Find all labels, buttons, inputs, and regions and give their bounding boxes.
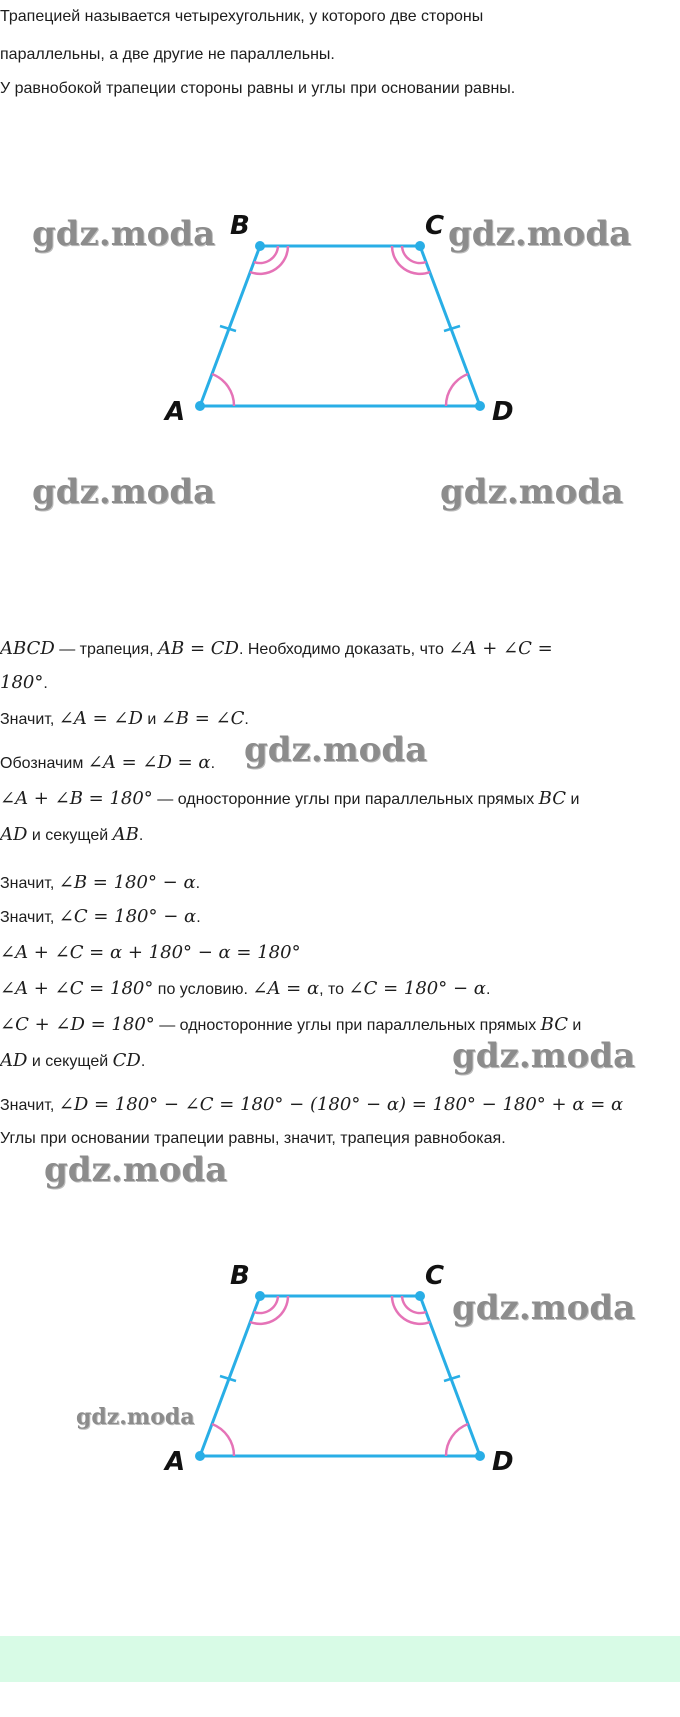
- vertex-label-a: A: [165, 397, 186, 427]
- solution-line-10: ∠A + ∠C = 180° по условию. ∠A = α, то ∠C = 180° − α.: [0, 978, 491, 999]
- vertex-label-d: D: [492, 1447, 514, 1477]
- trapezoid-figure-1: [0, 200, 680, 430]
- vertex-label-c: C: [425, 1261, 445, 1291]
- vertex-label-d: D: [492, 397, 514, 427]
- solution-line-13: Значит, ∠D = 180° − ∠C = 180° − (180° − α) = 180° − 180° + α = α: [0, 1094, 624, 1115]
- intro-line-2: параллельны, а две другие не параллельны.: [0, 46, 335, 63]
- watermark: gdz.moda: [452, 1036, 636, 1076]
- intro-line-1: Трапецией называется четырехугольник, у которого две стороны: [0, 8, 484, 25]
- watermark: gdz.moda: [440, 472, 624, 512]
- bottom-banner: [0, 1636, 680, 1682]
- trapezoid-shape: [195, 241, 485, 411]
- solution-line-11: ∠C + ∠D = 180° — односторонние углы при параллельных прямых BC и: [0, 1014, 582, 1035]
- intro-line-3: У равнобокой трапеции стороны равны и углы при основании равны.: [0, 80, 516, 97]
- solution-line-8: Значит, ∠C = 180° − α.: [0, 906, 201, 927]
- solution-line-3: Значит, ∠A = ∠D и ∠B = ∠C.: [0, 708, 249, 729]
- solution-line-14: Углы при основании трапеции равны, значит, трапеция равнобокая.: [0, 1130, 506, 1147]
- solution-line-4: Обозначим ∠A = ∠D = α.: [0, 752, 216, 773]
- watermark: gdz.moda: [452, 1288, 636, 1328]
- vertex-label-c: C: [425, 211, 445, 241]
- watermark: gdz.moda: [244, 730, 428, 770]
- solution-line-1: ABCD — трапеция, AB = CD. Необходимо доказать, что ∠A + ∠C =: [0, 638, 553, 659]
- solution-line-7: Значит, ∠B = 180° − α.: [0, 872, 201, 893]
- watermark: gdz.moda: [44, 1150, 228, 1190]
- solution-line-9: ∠A + ∠C = α + 180° − α = 180°: [0, 942, 301, 963]
- trapezoid-shape: [195, 1291, 485, 1461]
- vertex-label-a: A: [165, 1447, 186, 1477]
- solution-line-2: 180°.: [0, 672, 48, 693]
- vertex-label-b: B: [230, 211, 250, 241]
- solution-line-6: AD и секущей AB.: [0, 824, 144, 845]
- watermark: gdz.moda: [76, 1404, 195, 1430]
- watermark: gdz.moda: [448, 214, 632, 254]
- watermark: gdz.moda: [32, 472, 216, 512]
- vertex-label-b: B: [230, 1261, 250, 1291]
- solution-line-5: ∠A + ∠B = 180° — односторонние углы при параллельных прямых BC и: [0, 788, 580, 809]
- solution-line-12: AD и секущей CD.: [0, 1050, 146, 1071]
- trapezoid-figure-2: [0, 1250, 680, 1480]
- watermark: gdz.moda: [32, 214, 216, 254]
